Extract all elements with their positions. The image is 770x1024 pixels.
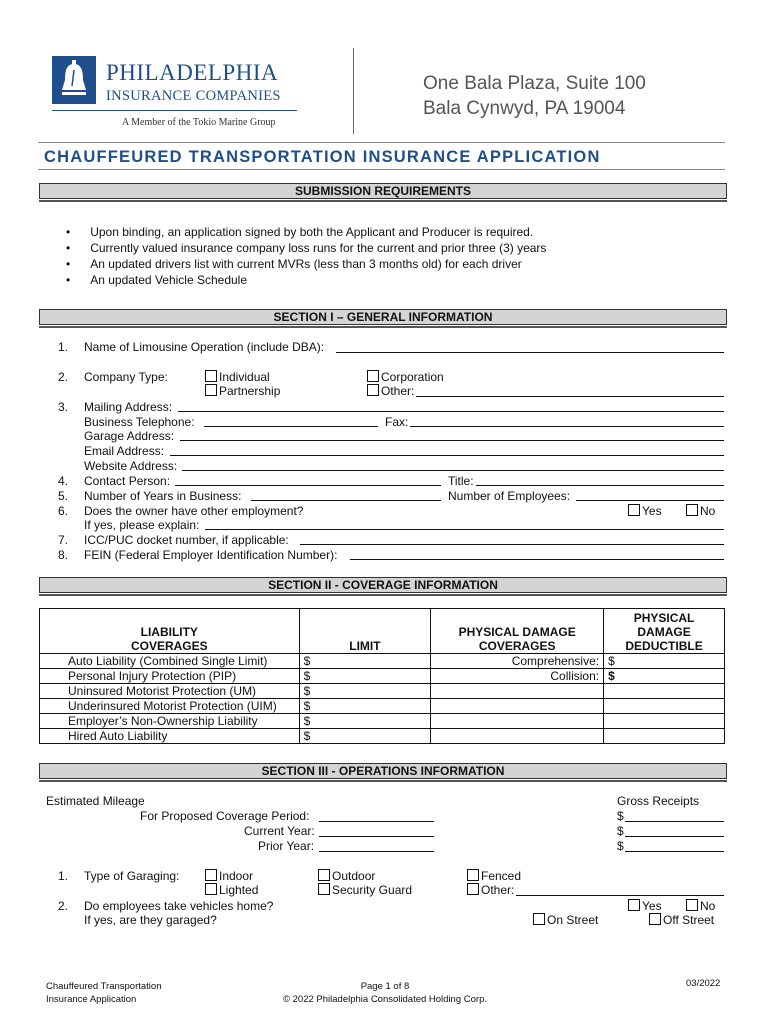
physical-damage-deductible-header (604, 609, 725, 654)
footer-form-name-2: Insurance Application (46, 994, 137, 1005)
list-item: • Currently valued insurance company loss runs for the current and prior three (3) years (66, 241, 547, 255)
title-label: Title: (448, 474, 474, 488)
logo-name: PHILADELPHIA (106, 60, 279, 85)
q7-number: 7. (58, 533, 69, 547)
checkbox-label: Other: (481, 883, 515, 897)
coverage-table-header (40, 609, 725, 654)
checkbox-box[interactable] (628, 504, 640, 516)
checkbox-label: Off Street (663, 913, 715, 927)
list-item-text: An updated Vehicle Schedule (90, 273, 248, 287)
deductible-cell[interactable] (604, 684, 725, 699)
checkbox-label: Outdoor (332, 869, 376, 883)
checkbox-label: Yes (642, 504, 662, 518)
estimated-mileage-label: Estimated Mileage (46, 794, 145, 808)
logo (52, 56, 297, 130)
garage-address-label: Garage Address: (84, 429, 175, 443)
other-garaging-field[interactable] (516, 883, 724, 896)
checkbox-box[interactable] (205, 883, 217, 895)
member-text: A Member of the Tokio Marine Group (122, 117, 276, 128)
checkbox-label: Other: (381, 384, 415, 398)
coverage-name: Hired Auto Liability (40, 729, 300, 744)
list-item: • An updated drivers list with current MVRs (less than 3 months old) for each driver (66, 257, 522, 271)
footer-form-name: Chauffeured Transportation (46, 981, 162, 992)
years-in-business-field[interactable] (251, 489, 441, 501)
deductible-cell[interactable]: $ (604, 654, 725, 669)
logo-subtitle: INSURANCE COMPANIES (106, 88, 281, 104)
coverage-table (39, 608, 725, 744)
list-item: • An updated Vehicle Schedule (66, 273, 248, 287)
prior-receipts-field[interactable] (625, 839, 724, 852)
docket-number-label: ICC/PUC docket number, if applicable: (84, 533, 289, 547)
q4-number: 4. (58, 474, 69, 488)
current-mileage-field[interactable] (319, 824, 434, 837)
checkbox-box[interactable] (686, 899, 698, 911)
dollar-sign: $ (617, 824, 624, 838)
other-employment-label: Does the owner have other employment? (84, 504, 304, 518)
checkbox-box[interactable] (205, 370, 217, 382)
table-row (40, 654, 725, 669)
limit-cell[interactable]: $ (299, 654, 431, 669)
outdoor-checkbox[interactable] (318, 869, 375, 883)
bullet-list (66, 224, 546, 288)
checkbox-label: Yes (642, 899, 662, 913)
pd-coverage-cell (431, 714, 604, 729)
number-of-employees-field[interactable] (576, 489, 724, 501)
checkbox-box[interactable] (318, 869, 330, 881)
gross-receipts-label: Gross Receipts (617, 794, 700, 808)
other-company-checkbox[interactable] (367, 384, 414, 398)
contact-person-label: Contact Person: (84, 474, 171, 488)
checkbox-box[interactable] (649, 913, 661, 925)
deductible-cell[interactable] (604, 714, 725, 729)
pd-coverage-cell (431, 684, 604, 699)
checkbox-label: Partnership (219, 384, 281, 398)
prior-mileage-field[interactable] (319, 839, 434, 852)
limit-cell[interactable]: $ (299, 714, 431, 729)
deductible-cell[interactable] (604, 729, 725, 744)
q2-label: Company Type: (84, 370, 168, 384)
header-line: COVERAGES (130, 639, 208, 653)
off-street-checkbox[interactable] (649, 913, 714, 927)
q1-label: Name of Limousine Operation (include DBA): (84, 340, 325, 354)
contact-person-field[interactable] (175, 474, 441, 486)
header-vertical-divider (353, 48, 354, 134)
fax-field[interactable] (410, 415, 724, 427)
section-3-header: SECTION III - OPERATIONS INFORMATION (39, 763, 727, 779)
partnership-checkbox[interactable] (205, 384, 280, 398)
coverage-name: Employer’s Non-Ownership Liability (40, 714, 300, 729)
address-line-1: One Bala Plaza, Suite 100 (423, 73, 646, 94)
table-row (40, 684, 725, 699)
checkbox-box[interactable] (205, 384, 217, 396)
years-in-business-label: Number of Years in Business: (84, 489, 242, 503)
title-rule-bottom (38, 169, 725, 170)
checkbox-box[interactable] (467, 883, 479, 895)
physical-damage-coverages-header (431, 609, 604, 654)
proposed-receipts-field[interactable] (625, 809, 724, 822)
pd-coverage-cell: Comprehensive: (431, 654, 604, 669)
pd-coverage-cell (431, 729, 604, 744)
checkbox-label: No (700, 899, 716, 913)
explain-label: If yes, please explain: (84, 518, 200, 532)
copyright: © 2022 Philadelphia Consolidated Holding Corp. (283, 994, 487, 1005)
checkbox-label: Corporation (381, 370, 444, 384)
lighted-checkbox[interactable] (205, 883, 258, 897)
checkbox-label: Security Guard (332, 883, 413, 897)
header-line: DAMAGE (637, 625, 691, 639)
table-row (40, 669, 725, 684)
pd-coverage-cell (431, 699, 604, 714)
header-line: COVERAGES (478, 639, 556, 653)
form-date: 03/2022 (686, 978, 721, 989)
q5-number: 5. (58, 489, 69, 503)
fein-field[interactable] (350, 548, 724, 560)
pd-coverage-cell: Collision: (431, 669, 604, 684)
s3-q2-number: 2. (58, 899, 69, 913)
footer-center (235, 980, 535, 1006)
coverage-name: Personal Injury Protection (PIP) (40, 669, 300, 684)
q8-number: 8. (58, 548, 69, 562)
proposed-period-label: For Proposed Coverage Period: (140, 809, 310, 823)
coverage-name: Auto Liability (Combined Single Limit) (40, 654, 300, 669)
table-row (40, 714, 725, 729)
other-garaging-checkbox[interactable] (467, 883, 514, 897)
limit-cell[interactable]: $ (299, 729, 431, 744)
coverage-name: Uninsured Motorist Protection (UM) (40, 684, 300, 699)
business-telephone-field[interactable] (204, 415, 378, 427)
limit-header: LIMIT (299, 609, 431, 654)
section-1-header: SECTION I – GENERAL INFORMATION (39, 309, 727, 325)
table-row (40, 729, 725, 744)
title-rule-top (38, 142, 725, 143)
page-number: Page 1 of 8 (360, 981, 410, 992)
checkbox-label: Indoor (219, 869, 254, 883)
dollar-sign: $ (617, 809, 624, 823)
checkbox-label: Fenced (481, 869, 522, 883)
fax-label: Fax: (385, 415, 409, 429)
checkbox-label: Individual (219, 370, 270, 384)
other-employment-no-checkbox[interactable] (686, 504, 715, 518)
corporation-checkbox[interactable] (367, 370, 444, 384)
checkbox-label: No (700, 504, 716, 518)
list-item-text: An updated drivers list with current MVRs (less than 3 months old) for each driver (90, 257, 522, 271)
q6-number: 6. (58, 504, 69, 518)
liability-coverages-header (40, 609, 300, 654)
section-2-header: SECTION II - COVERAGE INFORMATION (39, 577, 727, 593)
current-year-label: Current Year: (244, 824, 315, 838)
checkbox-box[interactable] (628, 899, 640, 911)
list-item-text: Currently valued insurance company loss runs for the current and prior three (3) years (90, 241, 547, 255)
garage-address-field[interactable] (180, 429, 724, 441)
current-receipts-field[interactable] (625, 824, 724, 837)
list-item-text: Upon binding, an application signed by both the Applicant and Producer is required. (90, 225, 534, 239)
header-line: PHYSICAL (633, 611, 695, 625)
dollar-sign: $ (617, 839, 624, 853)
checkbox-box[interactable] (686, 504, 698, 516)
email-address-field[interactable] (170, 444, 724, 456)
vehicles-home-yes-checkbox[interactable] (628, 899, 662, 913)
security-guard-checkbox[interactable] (318, 883, 412, 897)
number-of-employees-label: Number of Employees: (448, 489, 571, 503)
website-address-field[interactable] (182, 459, 724, 471)
footer-left (46, 980, 161, 1006)
header-line: DEDUCTIBLE (625, 639, 703, 653)
docket-number-field[interactable] (300, 533, 724, 545)
checkbox-box[interactable] (367, 384, 379, 396)
checkbox-box[interactable] (367, 370, 379, 382)
header-line: PHYSICAL DAMAGE (458, 625, 576, 639)
logo-divider (52, 110, 297, 111)
liberty-bell-icon (52, 56, 96, 104)
checkbox-box[interactable] (205, 869, 217, 881)
header-line: LIABILITY (140, 625, 198, 639)
limit-cell[interactable]: $ (299, 669, 431, 684)
deductible-cell[interactable] (604, 699, 725, 714)
submission-requirements-header: SUBMISSION REQUIREMENTS (39, 183, 727, 199)
q2-number: 2. (58, 370, 69, 384)
q1-number: 1. (58, 340, 69, 354)
s3-q1-number: 1. (58, 869, 69, 883)
type-of-garaging-label: Type of Garaging: (84, 869, 180, 883)
other-employment-yes-checkbox[interactable] (628, 504, 662, 518)
title-field[interactable] (476, 474, 724, 486)
garaged-label: If yes, are they garaged? (84, 913, 217, 927)
checkbox-label: Lighted (219, 883, 259, 897)
address-line-2: Bala Cynwyd, PA 19004 (423, 98, 626, 119)
vehicles-home-label: Do employees take vehicles home? (84, 899, 274, 913)
operation-name-field[interactable] (336, 340, 724, 353)
fein-label: FEIN (Federal Employer Identification Number): (84, 548, 338, 562)
mailing-address-label: Mailing Address: (84, 400, 173, 414)
deductible-cell[interactable]: $ (604, 669, 725, 684)
prior-year-label: Prior Year: (258, 839, 315, 853)
on-street-checkbox[interactable] (533, 913, 598, 927)
checkbox-box[interactable] (318, 883, 330, 895)
other-company-type-field[interactable] (416, 385, 724, 397)
email-address-label: Email Address: (84, 444, 165, 458)
coverage-name: Underinsured Motorist Protection (UIM) (40, 699, 300, 714)
fenced-checkbox[interactable] (467, 869, 521, 883)
business-telephone-label: Business Telephone: (84, 415, 195, 429)
checkbox-box[interactable] (533, 913, 545, 925)
limit-cell[interactable]: $ (299, 684, 431, 699)
page-title: CHAUFFEURED TRANSPORTATION INSURANCE APPLICATION (44, 148, 601, 166)
mailing-address-field[interactable] (178, 400, 724, 412)
indoor-checkbox[interactable] (205, 869, 253, 883)
explain-field[interactable] (205, 518, 724, 530)
checkbox-label: On Street (547, 913, 599, 927)
website-address-label: Website Address: (84, 459, 178, 473)
limit-cell[interactable]: $ (299, 699, 431, 714)
vehicles-home-no-checkbox[interactable] (686, 899, 715, 913)
individual-checkbox[interactable] (205, 370, 270, 384)
checkbox-box[interactable] (467, 869, 479, 881)
list-item: • Upon binding, an application signed by both the Applicant and Producer is required. (66, 225, 534, 239)
q3-number: 3. (58, 400, 69, 414)
proposed-mileage-field[interactable] (319, 809, 434, 822)
table-row (40, 699, 725, 714)
